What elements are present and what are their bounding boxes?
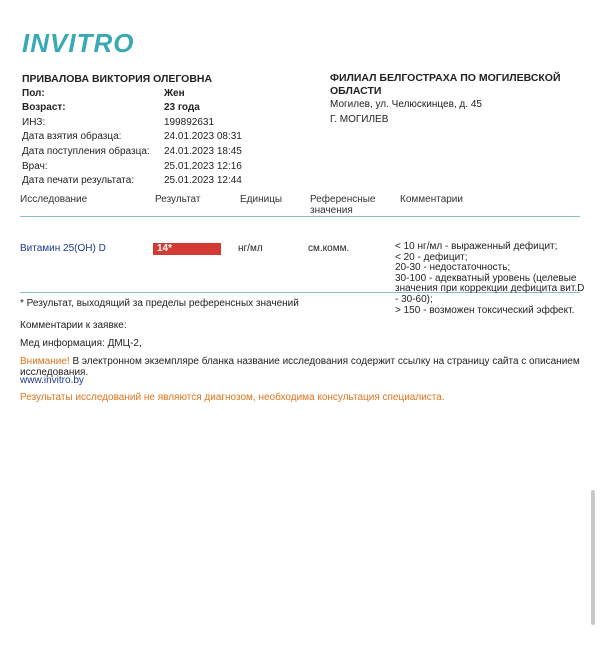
- disclaimer: Результаты исследований не являются диагнозом, необходима консультация специалиста.: [20, 392, 445, 403]
- table-header: [20, 194, 580, 217]
- comment-lines: [395, 242, 585, 316]
- footnote: * Результат, выходящий за пределы референсных значений: [20, 298, 299, 309]
- field-received-date: [22, 145, 242, 160]
- field-label: Врач:: [22, 160, 48, 172]
- order-comments: Комментарии к заявке:: [20, 320, 127, 331]
- field-label: Дата поступления образца:: [22, 145, 150, 157]
- field-doctor: [22, 160, 242, 175]
- field-age: [22, 101, 242, 116]
- field-inz: [22, 116, 242, 131]
- field-value: 24.01.2023 08:31: [164, 131, 242, 143]
- field-value: 23 года: [164, 102, 200, 114]
- field-value: 199892631: [164, 116, 215, 128]
- warning: [20, 356, 590, 378]
- warning-label: Внимание!: [20, 356, 70, 367]
- invitro-logo: INVITRO: [22, 28, 135, 58]
- result-value: 14*: [153, 243, 221, 255]
- med-info: Мед информация: ДМЦ-2,: [20, 338, 142, 349]
- header-result: Результат: [155, 194, 201, 205]
- field-value: 25.01.2023 12:44: [164, 175, 242, 187]
- field-label: ИНЗ:: [22, 116, 46, 128]
- reference-value: см.комм.: [308, 243, 350, 254]
- header-reference: Референсные значения: [310, 194, 376, 216]
- field-label: Пол:: [22, 87, 45, 99]
- field-print-date: [22, 174, 242, 189]
- test-name-link[interactable]: Витамин 25(OH) D: [20, 243, 106, 254]
- warning-text: В электронном экземпляре бланка название исследования содержит ссылку на страницу сайта с описанием исследования.: [20, 356, 580, 378]
- field-sample-date: [22, 130, 242, 145]
- branch-title: ФИЛИАЛ БЕЛГОСТРАХА ПО МОГИЛЕВСКОЙ ОБЛАСТИ: [330, 72, 561, 97]
- comment-line: > 150 - возможен токсический эффект.: [395, 304, 575, 316]
- header-units: Единицы: [240, 194, 283, 205]
- patient-info: [22, 72, 242, 189]
- field-label: Дата взятия образца:: [22, 131, 122, 143]
- comment-line: 20-30 - недостаточность;: [395, 262, 511, 274]
- scrollbar[interactable]: [591, 490, 595, 625]
- branch-info: [330, 72, 580, 126]
- comment-line: < 20 - дефицит;: [395, 251, 468, 263]
- site-link[interactable]: www.invitro.by: [20, 375, 84, 386]
- header-test: Исследование: [20, 194, 88, 205]
- header-comments: Комментарии: [400, 194, 463, 205]
- branch-address: Могилев, ул. Челюскинцев, д. 45: [330, 99, 482, 110]
- field-value: 24.01.2023 18:45: [164, 145, 242, 157]
- field-sex: [22, 87, 242, 102]
- branch-city: Г. МОГИЛЕВ: [330, 113, 389, 125]
- field-label: Дата печати результата:: [22, 175, 135, 187]
- comment-line: < 10 нг/мл - выраженный дефицит;: [395, 241, 558, 252]
- field-label: Возраст:: [22, 102, 66, 114]
- field-value: 25.01.2023 12:16: [164, 160, 242, 172]
- comment-line: 30-100 - адекватный уровень (целевые значения при коррекции дефицита вит.D - 30-60);: [395, 272, 585, 305]
- patient-name: ПРИВАЛОВА ВИКТОРИЯ ОЛЕГОВНА: [22, 73, 213, 85]
- units-value: нг/мл: [238, 243, 263, 254]
- field-value: Жен: [164, 87, 185, 99]
